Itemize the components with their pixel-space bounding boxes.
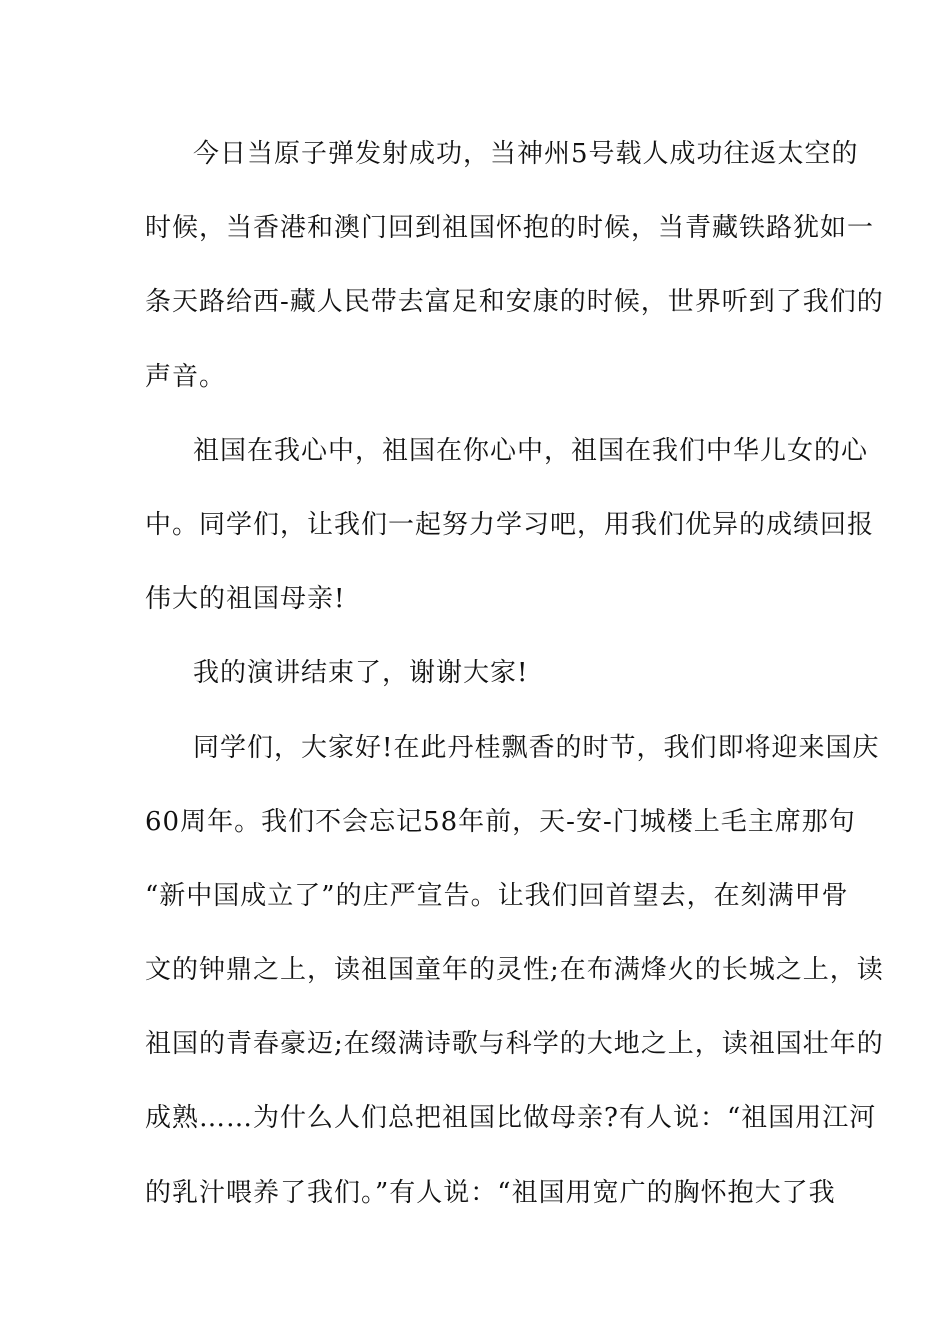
text-line: 条天路给西-藏人民带去富足和安康的时候，世界听到了我们的 — [145, 287, 884, 318]
text-line: 60周年。我们不会忘记58年前，天-安-门城楼上毛主席那句 — [145, 806, 856, 837]
text-line: 今日当原子弹发射成功，当神州5号载人成功往返太空的 — [193, 139, 859, 169]
text-line: 文的钟鼎之上，读祖国童年的灵性;在布满烽火的长城之上，读 — [145, 955, 884, 986]
text-line: “新中国成立了”的庄严宣告。让我们回首望去，在刻满甲骨 — [145, 880, 849, 911]
text-line: 中。同学们，让我们一起努力学习吧，用我们优异的成绩回报 — [145, 509, 875, 540]
body-text — [145, 130, 884, 1243]
text-line: 时候，当香港和澳门回到祖国怀抱的时候，当青藏铁路犹如一 — [145, 213, 875, 244]
text-line: 我的演讲结束了，谢谢大家! — [193, 658, 529, 689]
text-line: 声音。 — [145, 361, 227, 392]
text-line: 的乳汁喂养了我们。”有人说：“祖国用宽广的胸怀抱大了我 — [145, 1177, 836, 1208]
text-line: 祖国在我心中，祖国在你心中，祖国在我们中华儿女的心 — [193, 435, 869, 466]
text-line: 成熟……为什么人们总把祖国比做母亲?有人说：“祖国用江河 — [145, 1103, 877, 1134]
text-line: 伟大的祖国母亲! — [145, 584, 346, 615]
text-line: 同学们，大家好!在此丹桂飘香的时节，我们即将迎来国庆 — [193, 732, 880, 763]
text-line: 祖国的青春豪迈;在缀满诗歌与科学的大地之上，读祖国壮年的 — [145, 1029, 884, 1060]
